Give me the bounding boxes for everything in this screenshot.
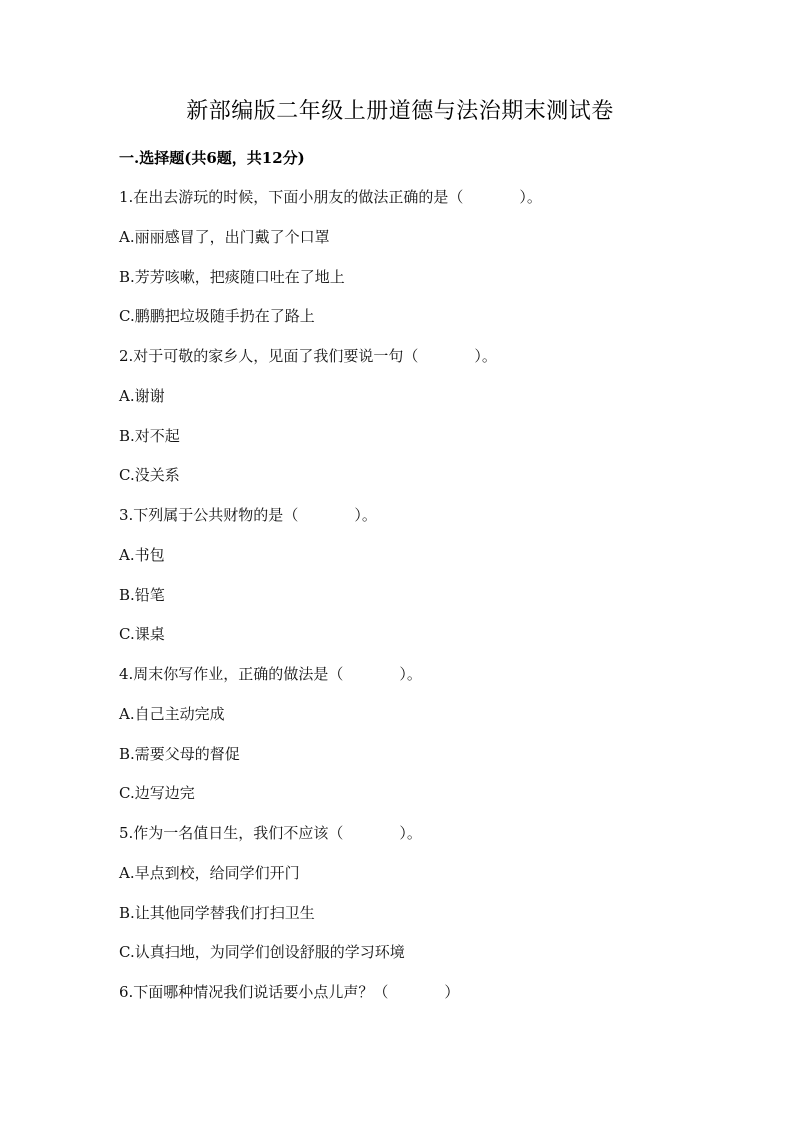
question-3-option-b: B.铅笔 bbox=[119, 585, 165, 604]
question-3-option-c: C.课桌 bbox=[119, 625, 165, 644]
question-stem-text: 2.对于可敬的家乡人，见面了我们要说一句（ bbox=[119, 347, 419, 365]
question-3-stem bbox=[119, 502, 719, 542]
question-close: ）。 bbox=[399, 665, 422, 683]
question-3-option-a: A.书包 bbox=[119, 545, 165, 564]
question-5-option-b: B.让其他同学替我们打扫卫生 bbox=[119, 903, 315, 922]
question-1-stem bbox=[119, 184, 719, 224]
question-5-stem bbox=[119, 820, 719, 860]
question-stem-text: 1.在出去游玩的时候，下面小朋友的做法正确的是（ bbox=[119, 188, 464, 206]
question-1-option-c: C.鹏鹏把垃圾随手扔在了路上 bbox=[119, 307, 315, 326]
question-close: ）。 bbox=[519, 188, 542, 206]
question-5-option-a: A.早点到校，给同学们开门 bbox=[119, 863, 300, 882]
question-2-option-a: A.谢谢 bbox=[119, 386, 165, 405]
question-4-option-b: B.需要父母的督促 bbox=[119, 744, 240, 763]
question-stem-text: 6.下面哪种情况我们说话要小点儿声？（ bbox=[119, 983, 389, 1001]
page-title: 新部编版二年级上册道德与法治期末测试卷 bbox=[186, 99, 614, 124]
question-stem-text: 4.周末你写作业，正确的做法是（ bbox=[119, 665, 344, 683]
question-1-option-b: B.芳芳咳嗽，把痰随口吐在了地上 bbox=[119, 267, 345, 286]
question-5-option-c: C.认真扫地，为同学们创设舒服的学习环境 bbox=[119, 943, 405, 962]
question-list bbox=[119, 184, 719, 1019]
question-4-option-a: A.自己主动完成 bbox=[119, 704, 225, 723]
question-close: ）。 bbox=[354, 506, 377, 524]
question-4-option-c: C.边写边完 bbox=[119, 784, 195, 803]
question-2-option-b: B.对不起 bbox=[119, 426, 180, 445]
question-4-stem bbox=[119, 661, 719, 701]
section-heading: 一.选择题(共6题，共12分) bbox=[119, 149, 305, 167]
question-1-option-a: A.丽丽感冒了，出门戴了个口罩 bbox=[119, 227, 330, 246]
question-2-option-c: C.没关系 bbox=[119, 466, 180, 485]
question-2-stem bbox=[119, 343, 719, 383]
question-close: ）。 bbox=[399, 824, 422, 842]
question-close: ）。 bbox=[474, 347, 497, 365]
question-6-stem bbox=[119, 979, 719, 1019]
question-stem-text: 3.下列属于公共财物的是（ bbox=[119, 506, 299, 524]
question-stem-text: 5.作为一名值日生，我们不应该（ bbox=[119, 824, 344, 842]
question-close: ） bbox=[444, 983, 460, 1001]
